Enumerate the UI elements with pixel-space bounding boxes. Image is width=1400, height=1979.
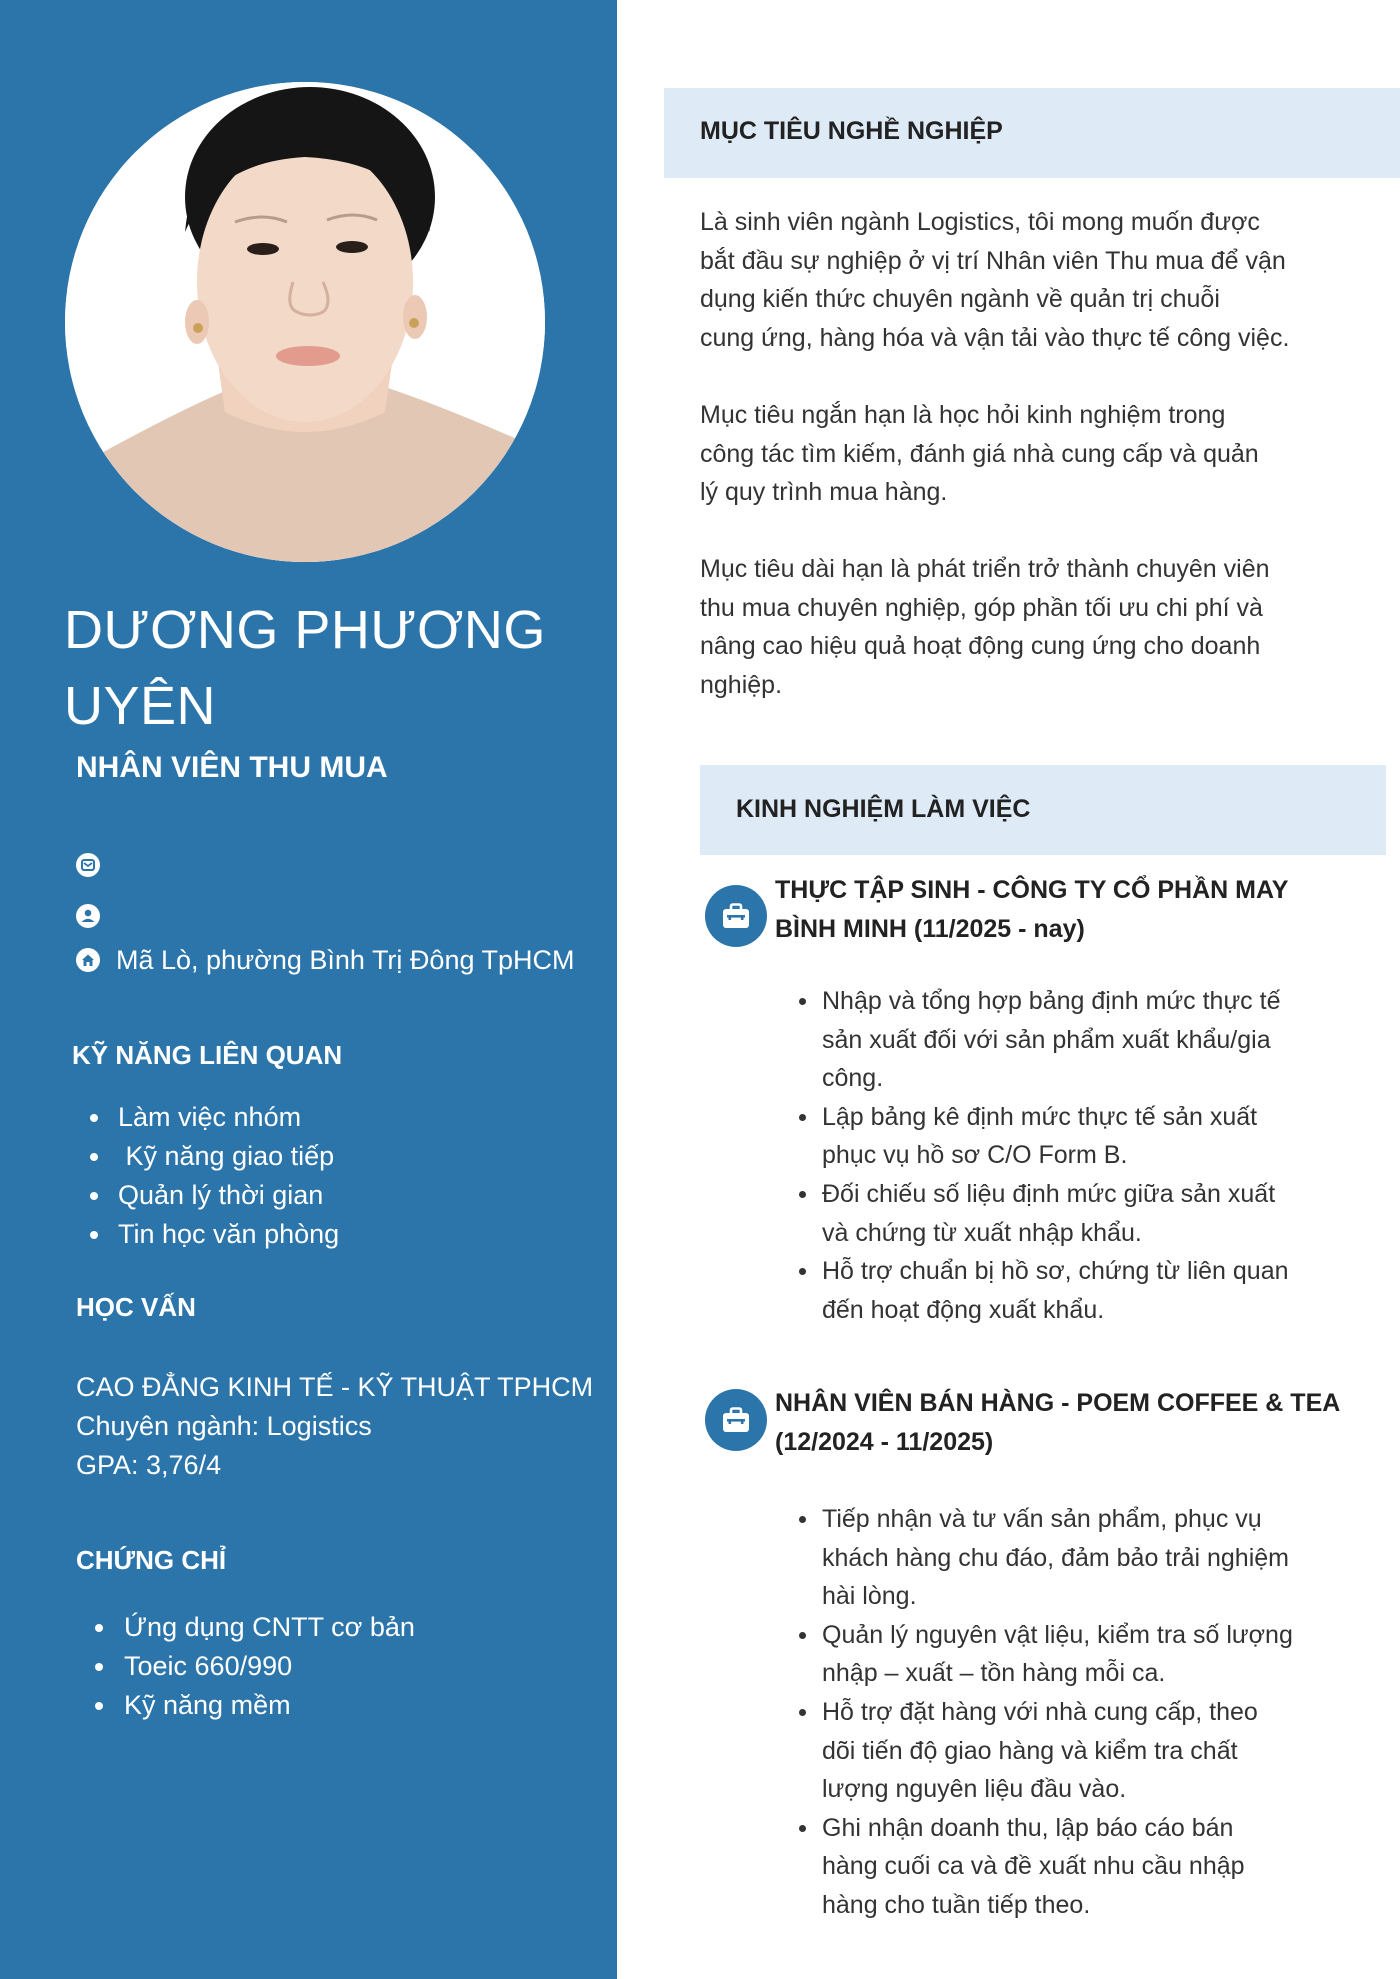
responsibility-item: Ghi nhận doanh thu, lập báo cáo bán hàng cuối ca và đề xuất nhu cầu nhập hàng cho tuần tiếp theo. [822,1809,1293,1925]
bullet-icon [90,1231,98,1239]
responsibility-item: Quản lý nguyên vật liệu, kiểm tra số lượng nhập – xuất – tồn hàng mỗi ca. [822,1616,1293,1693]
contact-email[interactable] [76,852,116,878]
bullet-icon [799,1191,806,1198]
contact-phone[interactable] [76,903,116,929]
bullet-icon [95,1663,103,1671]
certificates-heading: CHỨNG CHỈ [76,1545,227,1575]
bullet-icon [799,1825,806,1832]
responsibility-item: Đối chiếu số liệu định mức giữa sản xuất và chứng từ xuất nhập khẩu. [822,1175,1289,1252]
objective-paragraph-1: Là sinh viên ngành Logistics, tôi mong muốn được bắt đầu sự nghiệp ở vị trí Nhân viên Thu mua để vận dụng kiến thức chuyên ngành về quản trị chuỗi cung ứng, hàng hóa và vận tải vào thực tế công việc. [700,208,1290,352]
bullet-icon [799,1114,806,1121]
responsibility-item: Nhập và tổng hợp bảng định mức thực tế sản xuất đối với sản phẩm xuất khẩu/gia công. [822,982,1289,1098]
bullet-icon [90,1153,98,1161]
job-1-icon-badge [705,885,767,947]
education-heading: HỌC VẤN [76,1292,196,1322]
person-icon [76,904,100,928]
bullet-icon [799,1632,806,1639]
job-2-title: NHÂN VIÊN BÁN HÀNG - POEM COFFEE & TEA (12/2024 - 11/2025) [775,1389,1341,1456]
bullet-icon [95,1702,103,1710]
responsibility-item: Tiếp nhận và tư vấn sản phẩm, phục vụ khách hàng chu đáo, đảm bảo trải nghiệm hài lòng. [822,1500,1293,1616]
contact-address [76,944,575,975]
bullet-icon [95,1624,103,1632]
desired-position: NHÂN VIÊN THU MUA [76,751,388,784]
school-name: CAO ĐẲNG KINH TẾ - KỸ THUẬT TPHCM [76,1372,594,1402]
bullet-icon [799,1516,806,1523]
job-2-icon-badge [705,1389,767,1451]
name-line-1: DƯƠNG PHƯƠNG [64,600,546,660]
job-2-responsibilities [822,1500,1293,1925]
major: Chuyên ngành: Logistics [76,1411,372,1441]
profile-photo [65,82,545,562]
bullet-icon [90,1192,98,1200]
briefcase-icon [718,1402,754,1438]
sidebar: DƯƠNG PHƯƠNG UYÊN NHÂN VIÊN THU MUA Mã Lò, phường Bình Trị Đông TpHCM KỸ NĂNG LIÊN QUAN Làm việc nhóm Kỹ năng giao tiếp Quản lý thời gian Tin học văn phòng HỌC VẤN CAO ĐẲNG KINH TẾ - KỸ THUẬT TPHCM Chuyên ngành: Logistics GPA: 3,76/4 CHỨNG CHỈ Ứng dụng CNTT cơ bản Toeic 660/990 Kỹ năng mềm [0,0,617,1979]
portrait-illustration [65,82,545,562]
skills-heading: KỸ NĂNG LIÊN QUAN [72,1040,343,1070]
objective-paragraph-2: Mục tiêu ngắn hạn là học hỏi kinh nghiệm trong công tác tìm kiếm, đánh giá nhà cung cấp và quản lý quy trình mua hàng. [700,401,1259,507]
experience-heading: KINH NGHIỆM LÀM VIỆC [736,795,1031,823]
name-line-2: UYÊN [64,676,217,736]
bullet-icon [90,1114,98,1122]
full-name [64,592,604,744]
job-1-responsibilities [822,982,1289,1329]
address-value: Mã Lò, phường Bình Trị Đông TpHCM [116,944,575,975]
home-icon [76,948,100,972]
responsibility-item: Lập bảng kê định mức thực tế sản xuất phục vụ hồ sơ C/O Form B. [822,1098,1289,1175]
bullet-icon [799,998,806,1005]
responsibility-item: Hỗ trợ chuẩn bị hồ sơ, chứng từ liên quan đến hoạt động xuất khẩu. [822,1252,1289,1329]
objective-heading: MỤC TIÊU NGHỀ NGHIỆP [700,117,1003,145]
bullet-icon [799,1268,806,1275]
bullet-icon [799,1709,806,1716]
gpa: GPA: 3,76/4 [76,1450,222,1480]
email-icon [76,853,100,877]
job-1-title: THỰC TẬP SINH - CÔNG TY CỔ PHẦN MAY BÌNH MINH (11/2025 - nay) [775,876,1289,943]
objective-paragraph-3: Mục tiêu dài hạn là phát triển trở thành chuyên viên thu mua chuyên nghiệp, góp phần tối ưu chi phí và nâng cao hiệu quả hoạt động cung ứng cho doanh nghiệp. [700,555,1270,699]
briefcase-icon [718,898,754,934]
education-details [76,1368,593,1485]
responsibility-item: Hỗ trợ đặt hàng với nhà cung cấp, theo dõi tiến độ giao hàng và kiểm tra chất lượng nguyên liệu đầu vào. [822,1693,1293,1809]
